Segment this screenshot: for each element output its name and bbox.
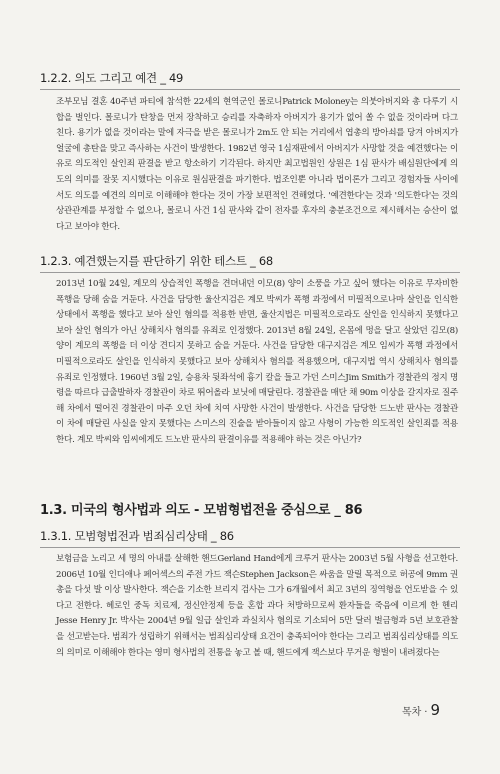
section-summary-paragraph: 보험금을 노리고 세 명의 아내를 살해한 핸드Gerland Hand에게 크루거 판사는 2003년 5월 사형을 선고한다. 2006년 10월 인디애나 페어섹스의 주전 가드 잭슨Stephen Jackson은 싸움을 말릴 목적으로 허공에 9mm 권총을 다섯 발 이상 발사한다. 잭슨을 기소한 브리지 검사는 그가 6개월에서 최고 3년의 징역형을 언도받을 수 있다고 전한다. 헤로인 중독 치료제, 정신안정제 등을 혼합 과다 처방하므로써 환자들을 죽음에 이르게 한 헨리Jesse Henry Jr. 박사는 2004년 9월 일급 살인과 과실치사 혐의로 기소되어 5만 달러 벌금형과 5년 보호관찰을 선고받는다. 범죄가 성립하기 위해서는 범죄심리상태 요건이 충족되어야 한다는 그리고 범죄심리상태를 의도의 의미로 이해해야 한다는 영미 형사법의 전통을 놓고 볼 때, 핸드에게 잭스보다 무거운 형벌이 내려졌다는 [56,554,458,658]
page-footer [402,700,440,719]
page-number: 9 [430,701,440,719]
section-divider [40,272,460,273]
section-heading-1-2-2: 1.2.2. 의도 그리고 예견 _ 49 [40,71,184,85]
chapter-heading-1-3: 1.3. 미국의 형사법과 의도 - 모범형법전을 중심으로 _ 86 [40,503,363,518]
section-heading-1-3-1: 1.3.1. 모범형법전과 범죄심리상태 _ 86 [40,529,234,543]
section-summary-paragraph: 조부모님 결혼 40주년 파티에 참석한 22세의 현역군인 몰로니Patrick Moloney는 의붓아버지와 총 다루기 시합을 벌인다. 몰로니가 탄창을 먼저 장착하고 승리를 자축하자 아버지가 용기가 없어 쏠 수 없을 것이라며 다그친다. 용기가 없을 것이라는 말에 자극을 받은 몰로니가 2m도 안 되는 거리에서 엽총의 방아쇠를 당겨 아버지가 얼굴에 총탄을 맞고 즉사하는 사건이 발생한다. 1982년 영국 1심재판에서 아버지가 사망할 것을 예견했다는 이유로 의도적인 살인죄 판결을 받고 항소하기 기각된다. 하지만 최고법원인 상원은 1심 판사가 배심원단에게 의도의 의미를 잘못 지시했다는 이유로 원심판결을 파기한다. 법조인뿐 아니라 법이론가 그리고 경험자들 사이에서도 의도를 예견의 의미로 이해해야 한다는 것이 가장 보편적인 견해였다. '예견한다'는 것과 '의도한다'는 것의 상관관계를 부정할 수 없으나, 몰로니 사건 1심 판사와 같이 전자를 후자의 충분조건으로 제시해서는 승산이 없다고 보아야 한다. [56,97,458,232]
section-divider [40,547,460,548]
section-summary-paragraph: 2013년 10월 24일, 계모의 상습적인 폭행을 견뎌내던 이모(8) 양이 소풍을 가고 싶어 했다는 이유로 무자비한 폭행을 당해 숨을 거둔다. 사건을 담당한 울산지검은 계모 박씨가 폭행 과정에서 미필적으로나마 살인을 인식한 상태에서 폭행을 했다고 보아 살인 혐의를 적용한 반면, 울산지법은 미필적으로라도 살인을 인식하지 못했다고 보아 살인 혐의가 아닌 상해치사 혐의를 유죄로 인정했다. 2013년 8월 24일, 온몸에 멍을 달고 살았던 김모(8) 양이 계모의 폭행을 더 이상 견디지 못하고 숨을 거둔다. 사건을 담당한 대구지검은 계모 임씨가 폭행 과정에서 미필적으로라도 살인을 인식하지 못했다고 보아 상해치사 혐의를 적용했으며, 대구지법 역시 상해치사 혐의를 유죄로 인정했다. 1960년 3월 2일, 승용차 뒷좌석에 흉기 칼을 들고 가던 스미스Jim Smith가 경찰관의 정지 명령을 따르다 급출발하자 경찰관이 차로 뛰어올라 보닛에 매달린다. 경찰관을 매단 채 90m 이상을 갈지자로 질주해 차에서 떨어진 경찰관이 마주 오던 차에 치여 사망한 사건이 발생한다. 사건을 담당한 드노반 판사는 경찰관이 차에 매달린 사실을 알지 못했다는 스미스의 진술을 받아들이지 않고 사형이 가능한 의도적인 살인죄를 적용한다. 계모 박씨와 임씨에게도 드노반 판사의 판결이유를 적용해야 하는 것은 아닌가? [56,279,458,445]
section-divider [40,89,460,90]
section-heading-1-2-3: 1.2.3. 예견했는지를 판단하기 위한 테스트 _ 68 [40,254,273,268]
footer-separator: · [424,707,428,718]
footer-label: 목차 [401,707,422,718]
